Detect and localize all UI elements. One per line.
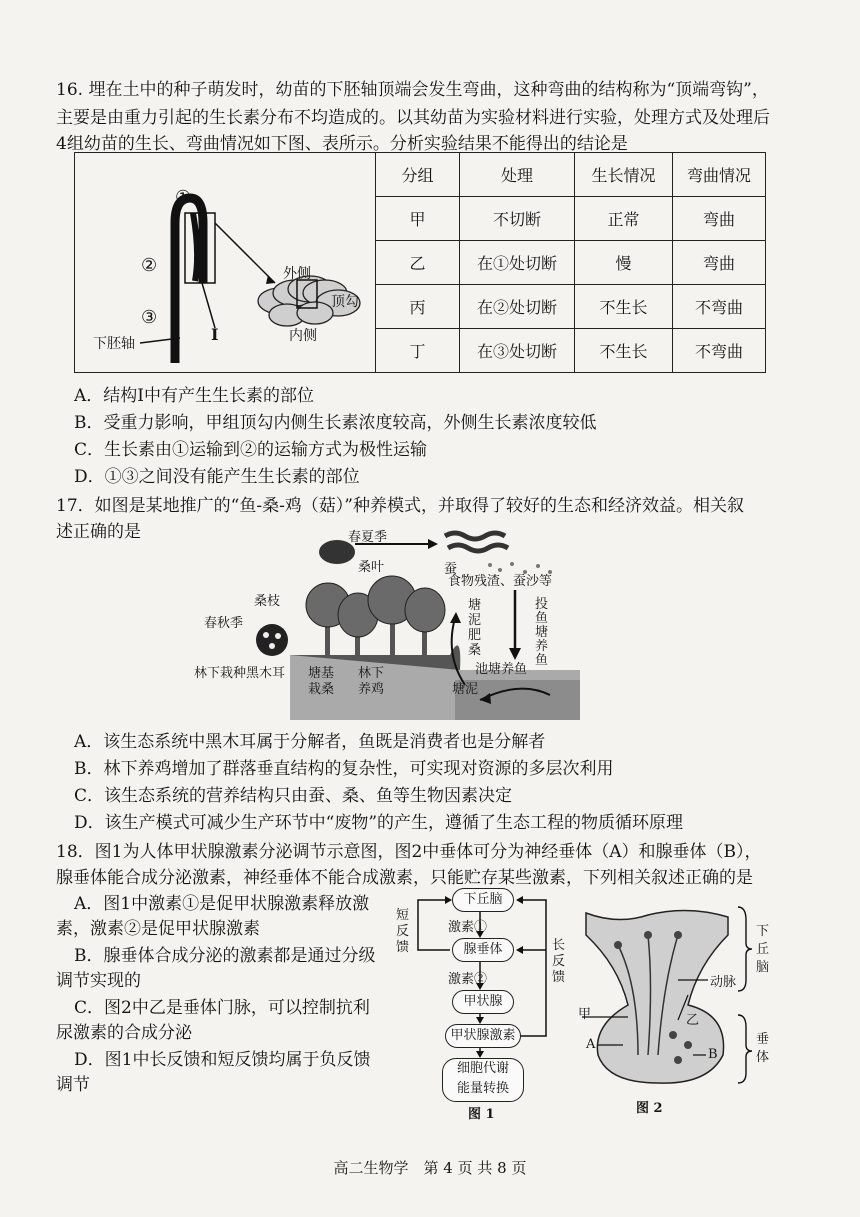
label-bank-2: 栽桑: [308, 682, 335, 697]
box-thyroid: 甲状腺: [452, 990, 514, 1014]
q18-line1: 18．图1为人体甲状腺激素分泌调节示意图，图2中垂体可分为神经垂体（A）和腺垂体（B），: [56, 842, 762, 862]
label-hypocotyl: 下胚轴: [93, 336, 135, 352]
figure-1-caption: 图 1: [468, 1107, 495, 1122]
figure-1-flowchart: [390, 888, 580, 1123]
q16-line2: 主要是由重力引起的生长素分布不均造成的。以其幼苗为实验材料进行实验，处理方式及处理后: [56, 108, 770, 128]
table-row: 乙 在①处切断 慢 弯曲: [376, 241, 766, 285]
label-autumn: 春秋季: [204, 616, 244, 631]
q16-option-b: B．受重力影响，甲组顶勾内侧生长素浓度较高，外侧生长素浓度较低: [74, 413, 597, 433]
label-circle-2: ②: [141, 255, 158, 276]
q17-option-d: D．该生产模式可减少生产环节中“废物”的产生，遵循了生态工程的物质循环原理: [74, 813, 684, 833]
q17-option-c: C．该生态系统的营养结构只由蚕、桑、鱼等生物因素决定: [74, 786, 513, 806]
box-metabolism: [442, 1058, 524, 1102]
label-hook: 顶勾: [331, 294, 359, 310]
q17-option-a: A．该生态系统中黑木耳属于分解者，鱼既是消费者也是分解者: [74, 732, 546, 752]
label-silkworm: 蚕: [444, 562, 458, 577]
header-group: 分组: [376, 153, 460, 197]
q16-option-c: C．生长素由①运输到②的运输方式为极性运输: [74, 440, 428, 460]
label-pituitary: 垂体: [756, 1032, 770, 1065]
box-adenohypophysis: 腺垂体: [452, 938, 514, 962]
q18-option-b: B．腺垂体合成分泌的激素都是通过分级: [74, 946, 376, 966]
label-circle-3: ③: [141, 307, 158, 328]
q17-option-b: B．林下养鸡增加了群落垂直结构的复杂性，可实现对资源的多层次利用: [74, 759, 614, 779]
box-hypothalamus: 下丘脑: [452, 888, 514, 912]
label-residue: 食物残渣、蚕沙等: [448, 574, 553, 589]
experiment-table: [375, 152, 766, 373]
q16-line1: 16. 埋在土中的种子萌发时，幼苗的下胚轴顶端会发生弯曲，这种弯曲的结构称为“顶端弯钩”，: [56, 80, 769, 100]
label-A: A: [586, 1037, 596, 1052]
label-fungus: 林下栽种黑木耳: [194, 666, 286, 681]
q16-line3: 4组幼苗的生长、弯曲情况如下图、表所示。分析实验结果不能得出的结论是: [56, 134, 628, 154]
q16-option-d: D．①③之间没有能产生生长素的部位: [74, 467, 360, 487]
q18-option-a-cont: 素，激素②是促甲状腺激素: [56, 919, 260, 939]
q18-option-c-cont: 尿激素的合成分泌: [56, 1023, 192, 1043]
label-inner: 内侧: [289, 328, 317, 344]
label-chicken-2: 养鸡: [358, 682, 385, 697]
box-thyroxine: 甲状腺激素: [445, 1024, 521, 1048]
header-growth: 生长情况: [575, 153, 673, 197]
label-artery: 动脉: [710, 975, 737, 990]
label-mulberry-leaf: 桑叶: [358, 560, 385, 575]
label-mud-fertilize: 塘泥肥桑: [468, 598, 482, 658]
label-jia: 甲: [578, 1007, 592, 1022]
label-branch: 桑枝: [254, 594, 281, 609]
label-yi: 乙: [686, 1013, 700, 1028]
label-long-feedback: 长反馈: [552, 938, 566, 985]
seedling-figure: [74, 152, 377, 373]
header-bending: 弯曲情况: [673, 153, 766, 197]
ecosystem-diagram: [190, 520, 580, 720]
label-hypothalamus: 下丘脑: [756, 924, 770, 975]
table-row: 丙 在②处切断 不生长 不弯曲: [376, 285, 766, 329]
metabolism-line-2: 能量转换: [456, 1081, 509, 1096]
q18-option-d-cont: 调节: [56, 1075, 90, 1095]
q18-line2: 腺垂体能合成分泌激素，神经垂体不能合成激素，只能贮存某些激素，下列相关叙述正确的是: [56, 868, 753, 888]
label-hormone-2: 激素②: [448, 972, 488, 987]
label-outer: 外侧: [283, 266, 311, 282]
label-structure-I: I: [211, 325, 219, 344]
table-row: 丁 在③处切断 不生长 不弯曲: [376, 329, 766, 373]
label-pond-mud: 塘泥: [452, 682, 479, 697]
table-header-row: [376, 153, 766, 197]
header-treatment: 处理: [460, 153, 575, 197]
pituitary-diagram: [578, 905, 778, 1115]
q18-option-b-cont: 调节实现的: [56, 971, 141, 991]
figure-2-caption: 图 2: [636, 1101, 663, 1116]
label-feed-fish: 投鱼塘养鱼: [535, 597, 549, 668]
page-footer: 高二生物学 第 4 页 共 8 页: [333, 1159, 527, 1177]
figure-2-pituitary: [578, 905, 778, 1115]
label-B: B: [708, 1047, 718, 1062]
q17-line1: 17．如图是某地推广的“鱼-桑-鸡（菇）”种养模式，并取得了较好的生态和经济效益。相关叙: [56, 496, 745, 516]
label-spring-summer: 春夏季: [348, 530, 388, 545]
table-row: 甲 不切断 正常 弯曲: [376, 197, 766, 241]
label-short-feedback: 短反馈: [396, 908, 410, 955]
q18-option-d: D．图1中长反馈和短反馈均属于负反馈: [74, 1050, 371, 1070]
label-bank-1: 塘基: [308, 666, 335, 681]
label-circle-1: ①: [175, 187, 192, 208]
q16-option-a: A．结构Ⅰ中有产生生长素的部位: [74, 386, 314, 406]
label-hormone-1: 激素①: [448, 920, 488, 935]
q18-option-a: A．图1中激素①是促甲状腺激素释放激: [74, 894, 370, 914]
q17-line2: 述正确的是: [56, 522, 141, 542]
q18-option-c: C．图2中乙是垂体门脉，可以控制抗利: [74, 998, 370, 1018]
label-chicken-1: 林下: [358, 666, 385, 681]
metabolism-line-1: 细胞代谢: [456, 1061, 509, 1076]
label-pond-fish: 池塘养鱼: [475, 662, 528, 677]
ecosystem-figure: [190, 520, 580, 720]
